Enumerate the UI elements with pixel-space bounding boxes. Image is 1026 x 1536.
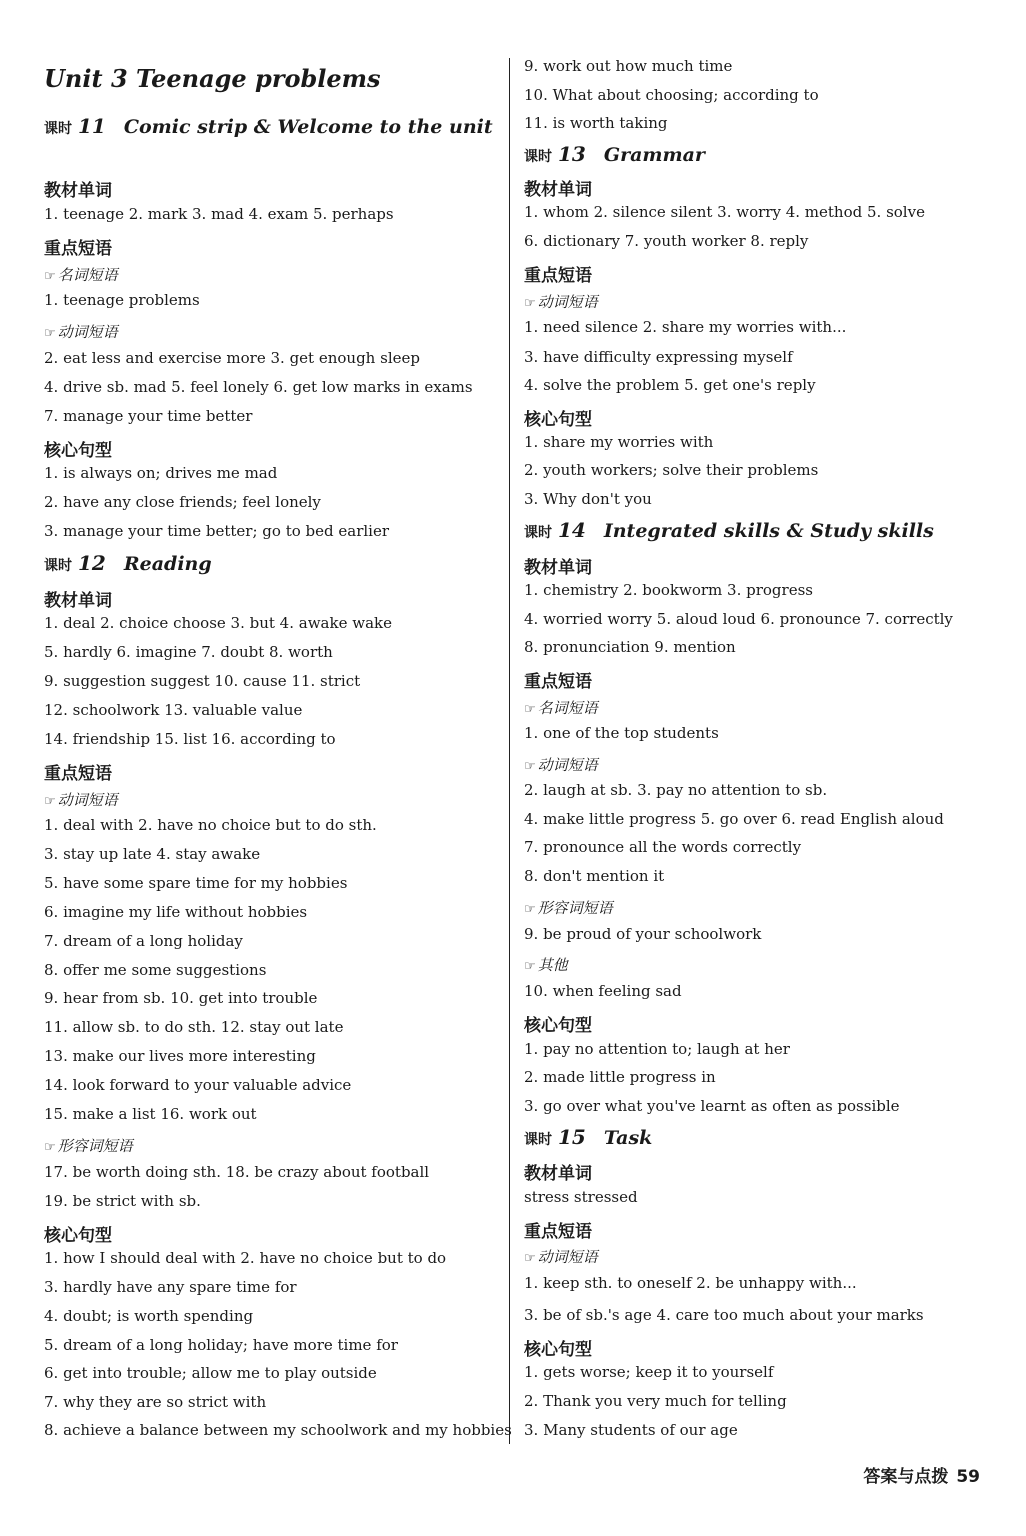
line: stress stressed: [524, 1188, 638, 1206]
footer-label: 答案与点拨: [863, 1467, 949, 1487]
line: 2. youth workers; solve their problems: [524, 461, 819, 479]
lesson-title: Comic strip & Welcome to the unit: [123, 116, 493, 138]
line: 8. don't mention it: [524, 867, 665, 885]
line: 10. when feeling sad: [524, 982, 682, 1000]
line: 5. have some spare time for my hobbies: [44, 874, 348, 892]
line: 6. dictionary 7. youth worker 8. reply: [524, 232, 809, 250]
lesson-number: 13: [558, 142, 586, 166]
line: 1. need silence 2. share my worries with...: [524, 318, 847, 336]
line: 7. why they are so strict with: [44, 1393, 267, 1411]
subheading-verb-phrases: ☞ 动词短语: [524, 756, 598, 774]
line: 3. Why don't you: [524, 490, 652, 508]
lesson-11-heading: [44, 114, 493, 138]
subheading-verb-phrases: ☞ 动词短语: [44, 791, 118, 809]
pointing-hand-icon: ☞: [44, 326, 56, 341]
heading-phrases: 重点短语: [524, 266, 592, 286]
page-number: 59: [956, 1467, 980, 1487]
lesson-title: Reading: [123, 553, 212, 575]
line: 14. friendship 15. list 16. according to: [44, 730, 336, 748]
line: 2. laugh at sb. 3. pay no attention to sb.: [524, 781, 828, 799]
heading-words: 教材单词: [44, 591, 112, 611]
line: 1. is always on; drives me mad: [44, 464, 278, 482]
heading-words: 教材单词: [524, 1164, 592, 1184]
line: 1. teenage 2. mark 3. mad 4. exam 5. perhaps: [44, 205, 394, 223]
line: 1. how I should deal with 2. have no choice but to do: [44, 1249, 447, 1267]
line: 9. suggestion suggest 10. cause 11. strict: [44, 672, 361, 690]
line: 8. pronunciation 9. mention: [524, 638, 736, 656]
line: 14. look forward to your valuable advice: [44, 1076, 352, 1094]
lesson-title: Integrated skills & Study skills: [603, 520, 934, 542]
line: 5. dream of a long holiday; have more time for: [44, 1336, 398, 1354]
subheading-verb-phrases: ☞ 动词短语: [524, 1248, 598, 1266]
line: 8. achieve a balance between my schoolwork and my hobbies: [44, 1421, 512, 1439]
line: 17. be worth doing sth. 18. be crazy about football: [44, 1163, 430, 1181]
lesson-number: 14: [558, 518, 586, 542]
line: 1. gets worse; keep it to yourself: [524, 1363, 774, 1381]
line: 7. pronounce all the words correctly: [524, 838, 802, 856]
subheading-others: ☞ 其他: [524, 956, 568, 974]
line: 15. make a list 16. work out: [44, 1105, 257, 1123]
line: 1. pay no attention to; laugh at her: [524, 1040, 790, 1058]
heading-phrases: 重点短语: [44, 239, 112, 259]
heading-sentences: 核心句型: [524, 1340, 592, 1360]
heading-sentences: 核心句型: [524, 1016, 592, 1036]
pointing-hand-icon: ☞: [44, 794, 56, 809]
line: 2. have any close friends; feel lonely: [44, 493, 321, 511]
line: 3. go over what you've learnt as often as possible: [524, 1097, 900, 1115]
lesson-13-heading: [524, 142, 705, 166]
line: 6. get into trouble; allow me to play outside: [44, 1364, 377, 1382]
pointing-hand-icon: ☞: [524, 902, 536, 917]
line: 9. hear from sb. 10. get into trouble: [44, 989, 318, 1007]
line: 7. dream of a long holiday: [44, 932, 243, 950]
lesson-12-heading: [44, 551, 212, 575]
lesson-15-heading: [524, 1125, 652, 1149]
pointing-hand-icon: ☞: [44, 269, 56, 284]
line: 11. allow sb. to do sth. 12. stay out late: [44, 1018, 344, 1036]
line: 8. offer me some suggestions: [44, 961, 267, 979]
lesson-title: Task: [603, 1127, 653, 1149]
line: 4. worried worry 5. aloud loud 6. pronounce 7. correctly: [524, 610, 953, 628]
subheading-noun-phrases: ☞ 名词短语: [44, 266, 118, 284]
line: 4. make little progress 5. go over 6. read English aloud: [524, 810, 944, 828]
line: 2. Thank you very much for telling: [524, 1392, 787, 1410]
line: 1. teenage problems: [44, 291, 200, 309]
subheading-verb-phrases: ☞ 动词短语: [44, 323, 118, 341]
subheading-verb-phrases: ☞ 动词短语: [524, 293, 598, 311]
pointing-hand-icon: ☞: [44, 1140, 56, 1155]
pointing-hand-icon: ☞: [524, 702, 536, 717]
lesson-title: Grammar: [603, 144, 705, 166]
line: 3. stay up late 4. stay awake: [44, 845, 261, 863]
line: 19. be strict with sb.: [44, 1192, 201, 1210]
heading-words: 教材单词: [44, 181, 112, 201]
line: 7. manage your time better: [44, 407, 253, 425]
heading-phrases: 重点短语: [524, 672, 592, 692]
lesson-label: 课时: [44, 121, 72, 137]
line: 3. hardly have any spare time for: [44, 1278, 297, 1296]
line: 3. Many students of our age: [524, 1421, 738, 1439]
line: 6. imagine my life without hobbies: [44, 903, 308, 921]
line: 1. deal with 2. have no choice but to do sth.: [44, 816, 377, 834]
line: 1. share my worries with: [524, 433, 714, 451]
line: 12. schoolwork 13. valuable value: [44, 701, 303, 719]
line: 4. drive sb. mad 5. feel lonely 6. get low marks in exams: [44, 378, 473, 396]
heading-sentences: 核心句型: [44, 441, 112, 461]
line: 3. manage your time better; go to bed earlier: [44, 522, 390, 540]
subheading-adj-phrases: ☞ 形容词短语: [44, 1137, 133, 1155]
line: 11. is worth taking: [524, 114, 668, 132]
line: 9. work out how much time: [524, 57, 733, 75]
lesson-label: 课时: [524, 149, 552, 165]
heading-sentences: 核心句型: [524, 410, 592, 430]
page-footer: [863, 1462, 980, 1487]
heading-phrases: 重点短语: [44, 764, 112, 784]
line: 3. have difficulty expressing myself: [524, 348, 793, 366]
line: 13. make our lives more interesting: [44, 1047, 316, 1065]
heading-sentences: 核心句型: [44, 1226, 112, 1246]
line: 10. What about choosing; according to: [524, 86, 819, 104]
heading-phrases: 重点短语: [524, 1222, 592, 1242]
heading-words: 教材单词: [524, 180, 592, 200]
line: 1. deal 2. choice choose 3. but 4. awake wake: [44, 614, 392, 632]
line: 2. made little progress in: [524, 1068, 716, 1086]
unit-title: Unit 3 Teenage problems: [44, 64, 381, 93]
line: 1. keep sth. to oneself 2. be unhappy with...: [524, 1274, 857, 1292]
line: 5. hardly 6. imagine 7. doubt 8. worth: [44, 643, 333, 661]
heading-words: 教材单词: [524, 558, 592, 578]
line: 4. doubt; is worth spending: [44, 1307, 254, 1325]
pointing-hand-icon: ☞: [524, 1251, 536, 1266]
subheading-adj-phrases: ☞ 形容词短语: [524, 899, 613, 917]
pointing-hand-icon: ☞: [524, 296, 536, 311]
lesson-label: 课时: [524, 1132, 552, 1148]
pointing-hand-icon: ☞: [524, 959, 536, 974]
line: 1. whom 2. silence silent 3. worry 4. method 5. solve: [524, 203, 925, 221]
lesson-number: 12: [78, 551, 106, 575]
line: 4. solve the problem 5. get one's reply: [524, 376, 816, 394]
lesson-number: 15: [558, 1125, 586, 1149]
lesson-14-heading: [524, 518, 934, 542]
lesson-label: 课时: [44, 558, 72, 574]
line: 3. be of sb.'s age 4. care too much about your marks: [524, 1306, 924, 1324]
line: 1. one of the top students: [524, 724, 719, 742]
line: 2. eat less and exercise more 3. get enough sleep: [44, 349, 420, 367]
column-divider: [509, 58, 510, 1444]
subheading-noun-phrases: ☞ 名词短语: [524, 699, 598, 717]
lesson-number: 11: [78, 114, 106, 138]
lesson-label: 课时: [524, 525, 552, 541]
pointing-hand-icon: ☞: [524, 759, 536, 774]
line: 1. chemistry 2. bookworm 3. progress: [524, 581, 813, 599]
line: 9. be proud of your schoolwork: [524, 925, 762, 943]
